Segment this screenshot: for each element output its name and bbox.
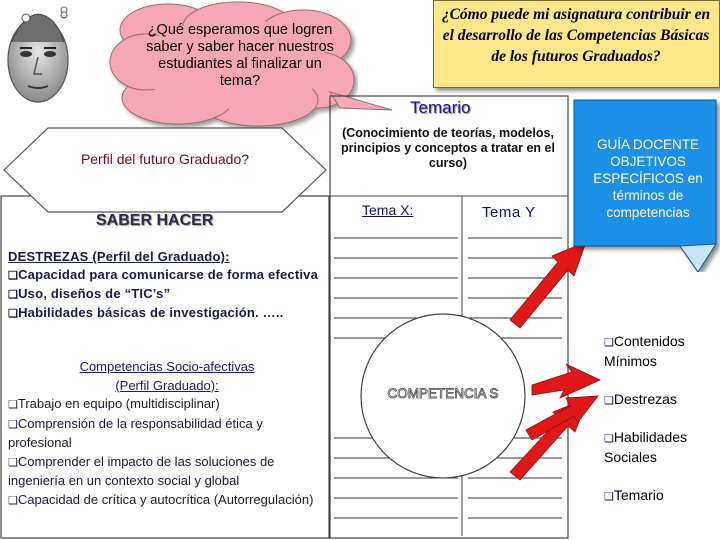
checkbox-bullet-icon: ❑	[8, 399, 18, 411]
checkbox-bullet-icon: ❑	[604, 433, 614, 445]
checkbox-bullet-icon: ❑	[8, 418, 18, 431]
destrezas-title: DESTREZAS (Perfil del Graduado):	[8, 249, 230, 264]
temario-subtitle: (Conocimiento de teorías, modelos, principios y conceptos a tratar en el curso)	[341, 126, 555, 170]
checkbox-bullet-icon: ❑	[604, 337, 614, 349]
right-item-destrezas: ❑Destrezas	[604, 391, 677, 407]
socio-afectivas-section	[8, 358, 326, 510]
competencias-label: COMPETENCIA S	[387, 386, 499, 401]
destrezas-section	[8, 248, 338, 323]
list-item: ❑Uso, diseños de “TIC’s”	[8, 286, 171, 301]
cloud-question: ¿Qué esperamos que logren saber y saber hacer nuestros estudiantes al finalizar un tema?	[146, 22, 334, 89]
list-item: ❑Comprender el impacto de las soluciones de ingeniería en un contexto social y global	[8, 453, 275, 488]
checkbox-bullet-icon: ❑	[8, 289, 19, 301]
list-item: ❑Capacidad para comunicarse de forma efectiva	[8, 267, 319, 282]
right-item-temario: ❑Temario	[604, 487, 664, 503]
checkbox-bullet-icon: ❑	[604, 395, 614, 407]
checkbox-bullet-icon: ❑	[604, 491, 614, 503]
checkbox-bullet-icon: ❑	[8, 494, 18, 507]
list-item: ❑Trabajo en equipo (multidisciplinar)	[8, 396, 220, 411]
perfil-graduado: Perfil del futuro Graduado?	[80, 151, 250, 167]
competencias-question: ¿Cómo puede mi asignatura contribuir en el desarrollo de las Competencias Básicas de los futuros Graduados?	[441, 6, 711, 65]
list-item: ❑Habilidades básicas de investigación. …..	[8, 305, 284, 320]
right-item-contenidos: ❑Contenidos Mínimos	[604, 333, 685, 369]
checkbox-bullet-icon: ❑	[8, 456, 18, 469]
list-item: ❑Capacidad de crítica y autocrítica (Autorregulación)	[8, 491, 314, 507]
socio-title-line1: Competencias Socio-afectivas	[79, 359, 255, 374]
guia-docente-text: GUÍA DOCENTE OBJETIVOS ESPECÍFICOS en términos de competencias	[593, 137, 703, 220]
right-item-habilidades: ❑Habilidades Sociales	[604, 429, 688, 465]
tema-x-label: Tema X:	[362, 202, 414, 218]
checkbox-bullet-icon: ❑	[8, 270, 19, 282]
socio-title-line2: (Perfil Graduado):	[115, 377, 219, 393]
temario-title: Temario	[410, 98, 471, 117]
list-item: ❑Comprensión de la responsabilidad ética y profesional	[8, 415, 263, 450]
saber-hacer-heading: SABER HACER	[96, 212, 214, 229]
tema-y-label: Tema Y	[482, 204, 536, 221]
checkbox-bullet-icon: ❑	[8, 308, 19, 320]
